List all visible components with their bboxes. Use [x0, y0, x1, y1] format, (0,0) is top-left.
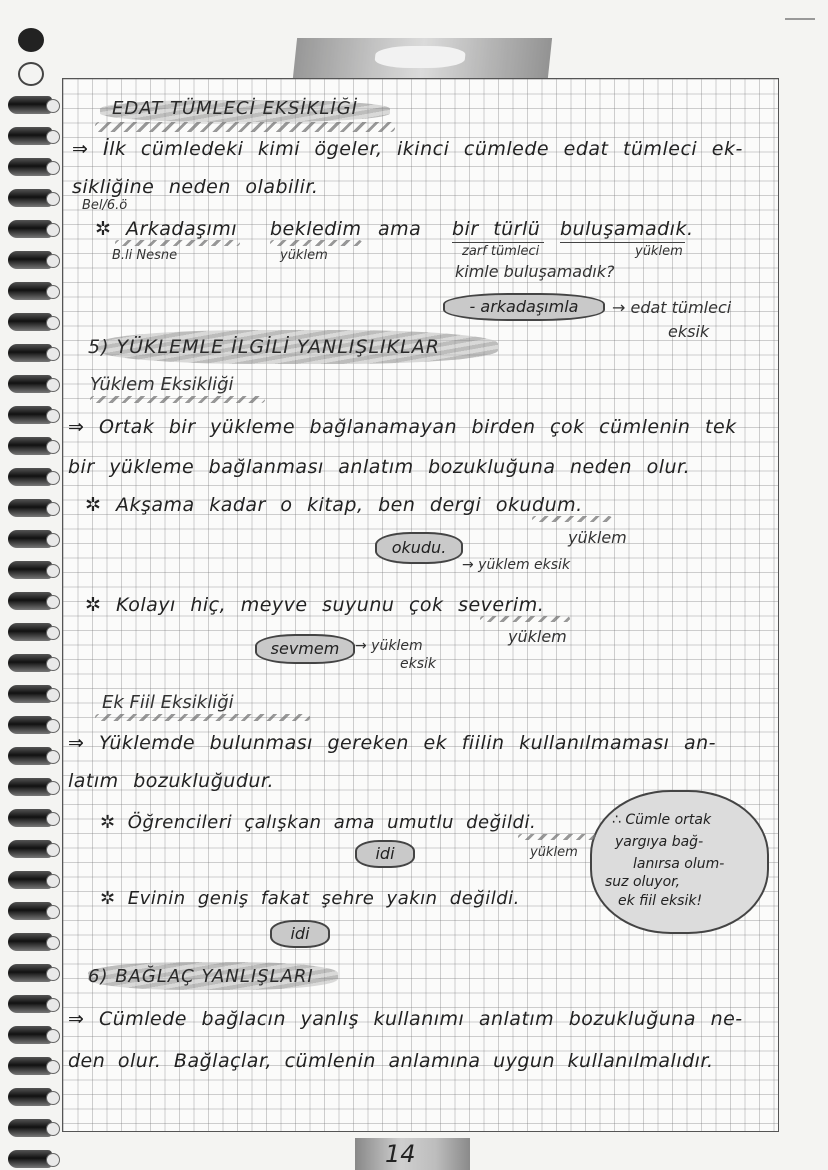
annotation: yüklem — [568, 528, 627, 547]
correction-cloud: idi — [355, 840, 415, 868]
binding-ring-icon — [8, 468, 52, 486]
binding-ring-icon — [8, 406, 52, 424]
binding-ring-icon — [8, 933, 52, 951]
example-word: bekledim — [270, 218, 362, 240]
binding-ring-icon — [8, 902, 52, 920]
spiral-binding — [0, 0, 62, 1170]
binding-ring-icon — [8, 809, 52, 827]
subheading-underline — [90, 396, 265, 403]
binding-ring-icon — [8, 189, 52, 207]
binding-ring-icon — [8, 282, 52, 300]
side-note: → yüklem eksik — [462, 557, 571, 573]
text-line: latım bozukluğudur. — [68, 770, 275, 792]
example-word: buluşamadık. — [560, 218, 694, 240]
binding-ring-icon — [8, 499, 52, 517]
top-tape — [293, 38, 552, 78]
binding-ring-icon — [8, 251, 52, 269]
annotation: B.li Nesne — [112, 248, 178, 263]
binding-ring-icon — [8, 995, 52, 1013]
text-line: ⇒ Cümlede bağlacın yanlış kullanımı anlatım bozukluğuna ne- — [68, 1008, 743, 1030]
binding-ring-icon — [8, 220, 52, 238]
example-label: Bel/6.ö — [82, 198, 128, 213]
subheading: Ek Fiil Eksikliği — [102, 692, 234, 713]
correction-cloud: idi — [270, 920, 330, 948]
annotation: yüklem — [530, 845, 578, 860]
binding-ring-icon — [8, 871, 52, 889]
side-note: → yüklem — [355, 638, 423, 654]
text-line: ⇒ Ortak bir yükleme bağlanamayan birden çok cümlenin tek — [68, 416, 737, 438]
binding-ring-icon — [8, 530, 52, 548]
side-note: eksik — [668, 322, 710, 341]
binding-ring-icon — [8, 313, 52, 331]
answer-cloud: - arkadaşımla — [443, 293, 605, 321]
example-sentence: ✲ Kolayı hiç, meyve suyunu çok severim. — [85, 594, 545, 616]
annotation: zarf tümleci — [462, 244, 540, 259]
binding-ring-icon — [8, 747, 52, 765]
binding-ring-icon — [8, 1057, 52, 1075]
example-word: ama — [378, 218, 422, 240]
annotation: yüklem — [508, 627, 567, 646]
binding-ring-icon — [8, 716, 52, 734]
note-line: suz oluyor, — [605, 874, 681, 890]
example-word: bir türlü — [452, 218, 541, 240]
binding-ring-icon — [8, 96, 52, 114]
binding-ring-icon — [8, 654, 52, 672]
section-heading-yuklem: 5) YÜKLEMLE İLGİLİ YANLIŞLIKLAR — [88, 336, 440, 358]
binding-ring-icon — [8, 964, 52, 982]
binding-ring-icon — [8, 561, 52, 579]
section-heading-baglac: 6) BAĞLAÇ YANLIŞLARI — [88, 966, 314, 987]
binding-ring-icon — [8, 1119, 52, 1137]
side-note: → edat tümleci — [612, 298, 732, 317]
text-line: ⇒ Yüklemde bulunması gereken ek fiilin kullanılmaması an- — [68, 732, 717, 754]
binding-ring-icon — [8, 840, 52, 858]
text-line: ⇒ İlk cümledeki kimi ögeler, ikinci cümlede edat tümleci ek- — [72, 138, 743, 160]
subheading: Yüklem Eksikliği — [90, 374, 234, 395]
word-underline — [518, 834, 596, 840]
page-number: 14 — [385, 1140, 416, 1168]
correction-cloud: sevmem — [255, 634, 355, 664]
binding-ring-icon — [8, 1150, 52, 1168]
annotation: yüklem — [280, 248, 328, 263]
word-underline — [270, 240, 362, 246]
binding-ring-icon — [8, 437, 52, 455]
binding-ring-icon — [8, 375, 52, 393]
punch-hole-icon — [18, 28, 44, 52]
text-line: sikliğine neden olabilir. — [72, 176, 319, 198]
word-underline — [560, 242, 685, 243]
binding-ring-icon — [8, 685, 52, 703]
heading-underline — [95, 122, 395, 132]
question-text: kimle buluşamadık? — [455, 262, 615, 281]
text-line: den olur. Bağlaçlar, cümlenin anlamına uygun kullanılmalıdır. — [68, 1050, 714, 1072]
binding-ring-icon — [8, 344, 52, 362]
word-underline — [532, 516, 612, 522]
annotation: yüklem — [635, 244, 683, 259]
binding-ring-icon — [8, 623, 52, 641]
example-word: ✲ Arkadaşımı — [95, 218, 238, 240]
word-underline — [115, 240, 240, 246]
section-heading-edat: EDAT TÜMLECİ EKSİKLİĞİ — [112, 98, 358, 119]
binding-ring-icon — [8, 158, 52, 176]
text-line: bir yükleme bağlanması anlatım bozukluğuna neden olur. — [68, 456, 691, 478]
correction-cloud: okudu. — [375, 532, 463, 564]
note-line: ∴ Cümle ortak — [612, 812, 712, 828]
binding-ring-icon — [8, 127, 52, 145]
subheading-underline — [95, 714, 310, 721]
binding-ring-icon — [8, 592, 52, 610]
example-sentence: ✲ Öğrencileri çalışkan ama umutlu değildi. — [100, 812, 537, 833]
binding-ring-icon — [8, 1088, 52, 1106]
corner-mark — [785, 18, 815, 20]
example-sentence: ✲ Evinin geniş fakat şehre yakın değildi. — [100, 888, 520, 909]
binding-ring-icon — [8, 1026, 52, 1044]
note-line: yargıya bağ- — [615, 834, 704, 850]
binding-ring-icon — [8, 778, 52, 796]
note-line: lanırsa olum- — [633, 856, 725, 872]
note-line: ek fiil eksik! — [618, 893, 703, 909]
punch-hole-icon — [18, 62, 44, 86]
word-underline — [480, 616, 570, 622]
side-note: eksik — [400, 656, 437, 672]
example-sentence: ✲ Akşama kadar o kitap, ben dergi okudum. — [85, 494, 583, 516]
word-underline — [452, 242, 544, 243]
